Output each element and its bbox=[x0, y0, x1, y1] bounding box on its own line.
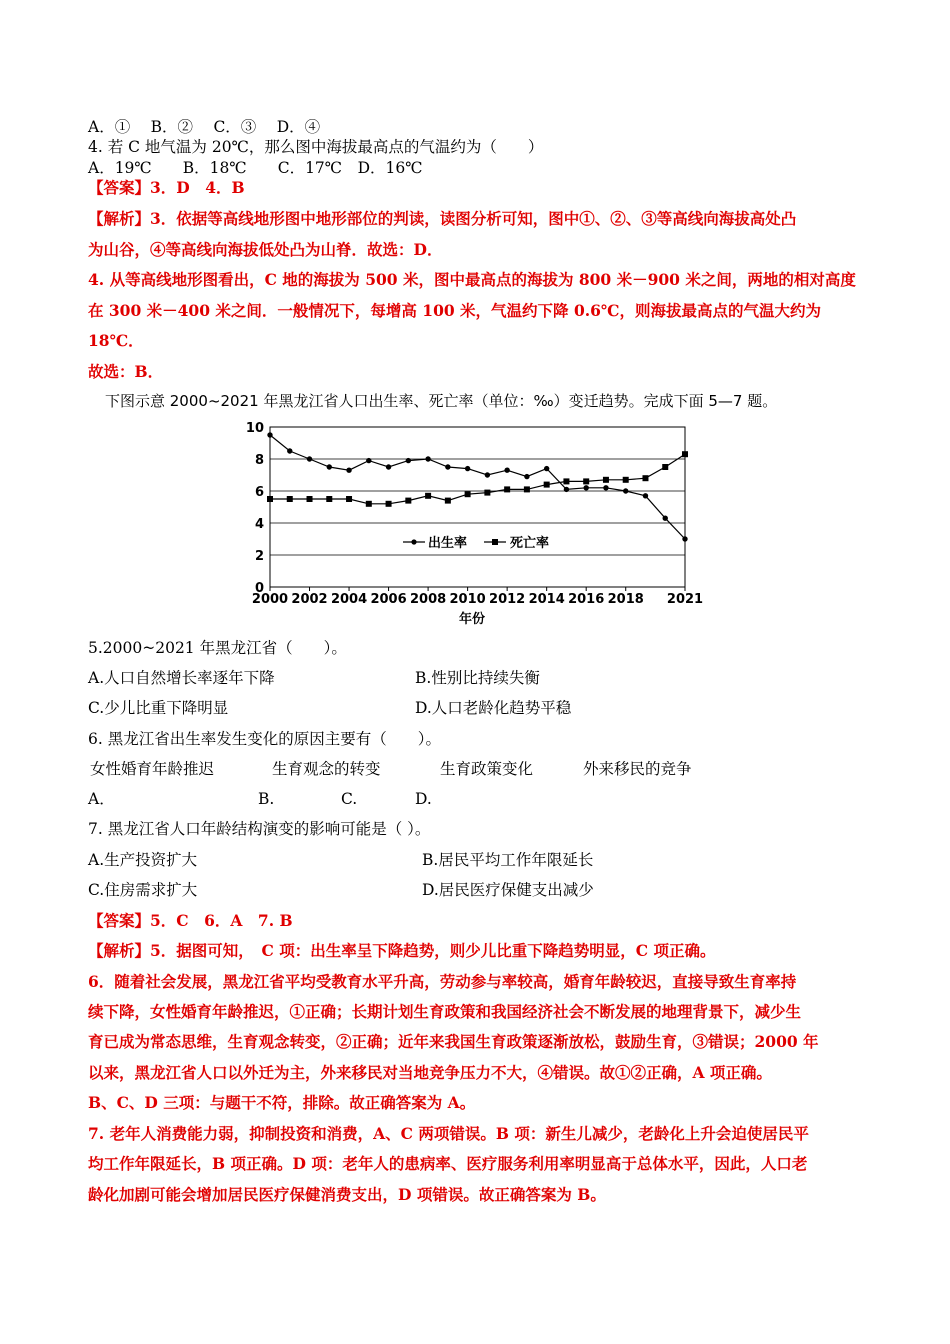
birth-rate-point bbox=[346, 468, 351, 473]
x-tick-label: 2012 bbox=[489, 592, 526, 607]
q6-option-c: C. bbox=[341, 790, 358, 808]
q6-reason-4: 外来移民的竞争 bbox=[583, 760, 692, 778]
explanation-6-line4: 以来，黑龙江省人口以外迁为主，外来移民对当地竞争压力不大，④错误。故①②正确，A 项正确。 bbox=[88, 1063, 772, 1082]
birth-rate-point bbox=[564, 487, 569, 492]
explanation-6-line1: 6．随着社会发展，黑龙江省平均受教育水平升高，劳动参与率较高，婚育年龄较迟，直接导致生育率持 bbox=[88, 972, 797, 991]
birth-rate-point bbox=[682, 536, 687, 541]
q7-option-c: C.住房需求扩大 bbox=[88, 881, 198, 899]
chart-question-stem: 下图示意 2000~2021 年黑龙江省人口出生率、死亡率（单位：‰）变迁趋势。完成下面 5—7 题。 bbox=[105, 392, 778, 410]
x-tick-label: 2018 bbox=[607, 592, 644, 607]
answer-3-4: 【答案】3．D 4．B bbox=[88, 178, 245, 197]
y-tick-label: 8 bbox=[254, 453, 264, 468]
death-rate-point bbox=[405, 498, 411, 504]
death-rate-point bbox=[642, 475, 648, 481]
explanation-3-line2: 为山谷，④等高线向海拔低处凸为山脊．故选：D． bbox=[88, 240, 443, 259]
death-rate-point bbox=[662, 464, 668, 470]
death-rate-point bbox=[307, 496, 313, 502]
x-tick-label: 2002 bbox=[291, 592, 328, 607]
birth-rate-point bbox=[603, 485, 608, 490]
x-axis-title: 年份 bbox=[458, 612, 486, 627]
population-rate-chart bbox=[240, 418, 720, 630]
q5-stem: 5.2000~2021 年黑龙江省（ ）。 bbox=[88, 639, 347, 657]
q6-stem: 6. 黑龙江省出生率发生变化的原因主要有（ ）。 bbox=[88, 730, 441, 748]
q6-option-d: D. bbox=[415, 790, 432, 808]
x-tick-label: 2014 bbox=[528, 592, 565, 607]
q7-option-d: D.居民医疗保健支出减少 bbox=[422, 881, 594, 899]
death-rate-point bbox=[682, 451, 688, 457]
chart-gridlines bbox=[270, 459, 685, 555]
q5-option-b: B.性别比持续失衡 bbox=[415, 669, 540, 687]
x-tick-label: 2000 bbox=[251, 592, 289, 607]
y-tick-label: 2 bbox=[254, 549, 264, 564]
x-tick-label: 2006 bbox=[370, 592, 407, 607]
x-tick-label: 2004 bbox=[330, 592, 368, 607]
q4-options: A．19℃ B．18℃ C．17℃ D．16℃ bbox=[88, 159, 423, 177]
birth-rate-point bbox=[544, 466, 549, 471]
death-rate-point bbox=[287, 496, 293, 502]
explanation-4-line4: 故选：B． bbox=[88, 362, 164, 381]
y-tick-labels bbox=[246, 421, 264, 596]
q7-stem: 7. 黑龙江省人口年龄结构演变的影响可能是（ ）。 bbox=[88, 820, 431, 838]
legend-birth-rate: 出生率 bbox=[428, 536, 468, 551]
death-rate-point bbox=[425, 493, 431, 499]
explanation-3-line1: 【解析】3．依据等高线地形图中地形部位的判读，读图分析可知，图中①、②、③等高线向海拔高处凸 bbox=[88, 209, 797, 228]
x-tick-label: 2016 bbox=[568, 592, 605, 607]
birth-rate-point bbox=[583, 485, 588, 490]
birth-rate-point bbox=[445, 464, 450, 469]
x-tick-label: 2008 bbox=[410, 592, 447, 607]
legend-death-rate: 死亡率 bbox=[510, 536, 550, 551]
x-tick-labels bbox=[252, 587, 703, 607]
x-tick-label: 2010 bbox=[449, 592, 486, 607]
q5-option-c: C.少儿比重下降明显 bbox=[88, 699, 229, 717]
y-tick-label: 10 bbox=[245, 421, 264, 436]
series-line-birth-rate bbox=[270, 435, 685, 539]
x-tick-label: 2021 bbox=[666, 592, 704, 607]
y-tick-label: 6 bbox=[254, 485, 264, 500]
death-rate-point bbox=[484, 490, 490, 496]
birth-rate-point bbox=[504, 468, 509, 473]
death-rate-point bbox=[623, 477, 629, 483]
birth-rate-point bbox=[485, 472, 490, 477]
death-rate-point bbox=[544, 482, 550, 488]
birth-rate-point bbox=[366, 458, 371, 463]
q6-reason-1: 女性婚育年龄推迟 bbox=[90, 760, 215, 778]
answer-5-7: 【答案】5．C 6．A 7. B bbox=[88, 911, 293, 930]
explanation-4-line2: 在 300 米－400 米之间．一般情况下，每增高 100 米，气温约下降 0.6℃，则海拔最高点的气温大约为 bbox=[88, 301, 821, 320]
birth-rate-point bbox=[524, 474, 529, 479]
death-rate-point bbox=[386, 501, 392, 507]
y-tick-label: 4 bbox=[254, 517, 264, 532]
q5-option-a: A.人口自然增长率逐年下降 bbox=[88, 669, 275, 687]
death-rate-point bbox=[267, 496, 273, 502]
birth-rate-point bbox=[267, 432, 272, 437]
death-rate-point bbox=[326, 496, 332, 502]
explanation-6-line2: 续下降，女性婚育年龄推迟，①正确；长期计划生育政策和我国经济社会不断发展的地理背景下，减少生 bbox=[88, 1002, 802, 1021]
q3-options: A．① B．② C．③ D．④ bbox=[88, 118, 321, 136]
explanation-6-line3: 育已成为常态思维，生育观念转变，②正确；近年来我国生育政策逐渐放松，鼓励生育，③错误；2000 年 bbox=[88, 1032, 819, 1051]
q6-reason-3: 生育政策变化 bbox=[440, 760, 534, 778]
q6-option-a: A． bbox=[88, 790, 115, 808]
q7-option-b: B.居民平均工作年限延长 bbox=[422, 851, 594, 869]
death-rate-point bbox=[583, 478, 589, 484]
y-tick-label: 0 bbox=[254, 581, 264, 596]
explanation-4-line1: 4. 从等高线地形图看出，C 地的海拔为 500 米，图中最高点的海拔为 800 米－900 米之间，两地的相对高度 bbox=[88, 270, 856, 289]
chart-plot-frame bbox=[270, 427, 685, 587]
death-rate-point bbox=[366, 501, 372, 507]
explanation-7-line2: 均工作年限延长，B 项正确。D 项：老年人的患病率、医疗服务利用率明显高于总体水平，因此，人口老 bbox=[88, 1154, 808, 1173]
chart-legend bbox=[403, 535, 549, 551]
q6-reason-2: 生育观念的转变 bbox=[272, 760, 381, 778]
birth-rate-point bbox=[327, 464, 332, 469]
q4-stem: 4. 若 C 地气温为 20℃，那么图中海拔最高点的气温约为（ ） bbox=[88, 138, 544, 156]
q6-option-b: B. bbox=[258, 790, 275, 808]
death-rate-point bbox=[465, 491, 471, 497]
explanation-7-line3: 龄化加剧可能会增加居民医疗保健消费支出，D 项错误。故正确答案为 B。 bbox=[88, 1185, 606, 1204]
q5-option-d: D.人口老龄化趋势平稳 bbox=[415, 699, 572, 717]
birth-rate-point bbox=[307, 456, 312, 461]
birth-rate-point bbox=[386, 464, 391, 469]
explanation-5: 【解析】5．据图可知， C 项：出生率呈下降趋势，则少儿比重下降趋势明显，C 项正确。 bbox=[88, 941, 716, 960]
chart-series bbox=[267, 432, 688, 541]
birth-rate-point bbox=[465, 466, 470, 471]
death-rate-point bbox=[504, 486, 510, 492]
death-rate-point bbox=[346, 496, 352, 502]
birth-rate-point bbox=[287, 448, 292, 453]
death-rate-point bbox=[603, 477, 609, 483]
birth-rate-point bbox=[663, 516, 668, 521]
explanation-6-line5: B、C、D 三项：与题干不符，排除。故正确答案为 A。 bbox=[88, 1093, 476, 1112]
explanation-4-line3: 18℃． bbox=[88, 331, 144, 350]
q7-option-a: A.生产投资扩大 bbox=[88, 851, 198, 869]
death-rate-point bbox=[563, 478, 569, 484]
explanation-7-line1: 7. 老年人消费能力弱，抑制投资和消费，A、C 两项错误。B 项：新生儿减少，老龄化上升会迫使居民平 bbox=[88, 1124, 809, 1143]
birth-rate-point bbox=[623, 488, 628, 493]
death-rate-point bbox=[524, 486, 530, 492]
birth-rate-point bbox=[406, 458, 411, 463]
birth-rate-point bbox=[643, 493, 648, 498]
birth-rate-point bbox=[425, 456, 430, 461]
death-rate-point bbox=[445, 498, 451, 504]
